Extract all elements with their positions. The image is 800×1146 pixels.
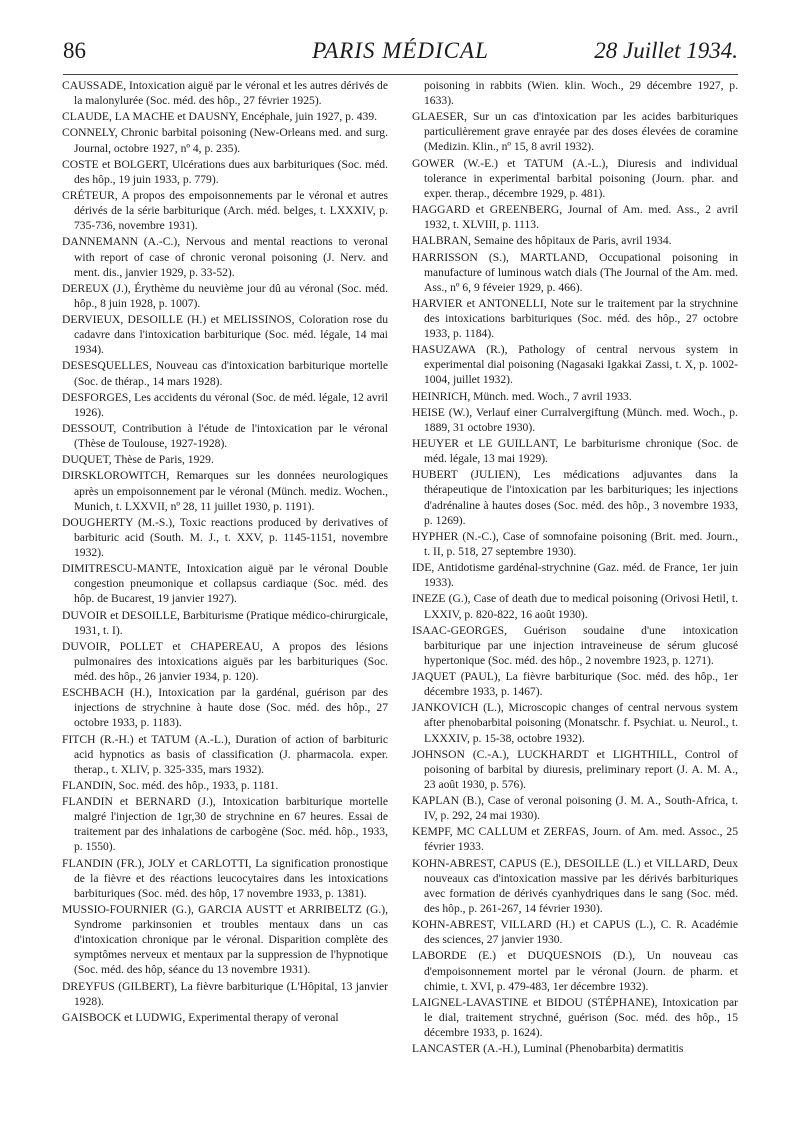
bibliography-entry: KAPLAN (B.), Case of veronal poisoning (J. M. A., South-Africa, t. IV, p. 292, 24 mai 1930). [412,794,738,823]
bibliography-entry: HUBERT (JULIEN), Les médications adjuvantes dans la thérapeutique de l'intoxication par les barbituriques; les injections d'adrénaline à hautes doses (Soc. méd. des hôp., 3 novembre 1933, p. 1269). [412,468,738,527]
bibliography-entry: DEREUX (J.), Érythème du neuvième jour dû au véronal (Soc. méd. hôp., 8 juin 1928, p. 1007). [62,281,388,310]
bibliography-entry: IDE, Antidotisme gardénal-strychnine (Gaz. méd. de France, 1er juin 1933). [412,561,738,590]
bibliography-entry: HEINRICH, Münch. med. Woch., 7 avril 1933. [412,389,632,403]
bibliography-columns [62,78,738,1136]
left-column [62,78,388,1136]
journal-title: PARIS MÉDICAL [312,38,489,63]
page-number: 86 [63,38,86,63]
bibliography-entry: MUSSIO-FOURNIER (G.), GARCIA AUSTT et ARRIBELTZ (G.), Syndrome parkinsonien et troubles mentaux dans un cas d'intoxication chronique par le véronal. Disparition complète des symptômes nerveux et mentaux par la suppression de l'hypnotique (Soc. méd. des hôp, séance du 13 novembre 1931). [62,903,388,977]
bibliography-entry: DUQUET, Thèse de Paris, 1929. [62,453,214,467]
bibliography-entry: JOHNSON (C.-A.), LUCKHARDT et LIGHTHILL, Control of poisoning of barbital by diuresis, preliminary report (J. A. M. A., 23 août 1930, p. 576). [412,747,738,791]
bibliography-entry: HYPHER (N.-C.), Case of somnofaine poisoning (Brit. med. Journ., t. II, p. 518, 27 septembre 1930). [412,529,738,558]
bibliography-entry: CAUSSADE, Intoxication aiguë par le véronal et les autres dérivés de la malonylurée (Soc. méd. des hôp., 27 février 1925). [62,79,388,108]
bibliography-entry: FLANDIN (FR.), JOLY et CARLOTTI, La signification pronostique de la fièvre et des réactions leucocytaires dans les intoxications barbituriques (Soc. méd. des hôp, 17 novembre 1933, p. 1381). [62,856,388,900]
bibliography-entry: ESCHBACH (H.), Intoxication par la gardénal, guérison par des injections de strychnine à haute dose (Soc. méd. des hôp., 27 octobre 1933, p. 1183). [62,686,388,730]
bibliography-entry: poisoning in rabbits (Wien. klin. Woch., 29 décembre 1927, p. 1633). [424,79,738,108]
bibliography-entry: LAIGNEL-LAVASTINE et BIDOU (STÉPHANE), Intoxication par le dial, traitement strychné, guérison (Soc. méd. des hôp., 15 décembre 1933, p. 1624). [412,995,738,1039]
bibliography-entry: LABORDE (E.) et DUQUESNOIS (D.), Un nouveau cas d'empoisonnement mortel par le véronal (Journ. de pharm. et chimie, t. XVI, p. 479-483, 1er décembre 1932). [412,949,738,993]
bibliography-entry: HARVIER et ANTONELLI, Note sur le traitement par la strychnine des intoxications barbituriques (Soc. méd. des hôp., 27 octobre 1933, p. 1184). [412,296,738,341]
bibliography-entry: CLAUDE, LA MACHE et DAUSNY, Encéphale, juin 1927, p. 439. [62,110,378,124]
bibliography-entry: KOHN-ABREST, VILLARD (H.) et CAPUS (L.), C. R. Académie des sciences, 27 janvier 1930. [412,918,738,947]
bibliography-entry: JANKOVICH (L.), Microscopic changes of central nervous system after phenobarbital poisoning (Monatschr. f. Psychiat. u. Neurol., t. LXXXIV, p. 15-38, octobre 1932). [412,701,738,745]
bibliography-entry: FLANDIN, Soc. méd. des hôp., 1933, p. 1181. [62,779,279,792]
bibliography-entry: KOHN-ABREST, CAPUS (E.), DESOILLE (L.) et VILLARD, Deux nouveaux cas d'intoxication massive par les dérivés barbituriques avec formation de dérivés cyanhydriques dans le sang (Soc. méd. des hôp., p. 261-267, 14 février 1930). [412,856,738,915]
issue-date: 28 Juillet 1934. [594,38,738,63]
bibliography-entry: DUVOIR, POLLET et CHAPEREAU, A propos des lésions pulmonaires des intoxications aiguës par les barbituriques (Soc. méd. des hôp., 26 janvier 1934, p. 120). [62,639,388,684]
bibliography-entry: DERVIEUX, DESOILLE (H.) et MELISSINOS, Coloration rose du cadavre dans l'intoxication barbiturique (Soc. méd. légale, 14 mai 1934). [62,313,388,357]
bibliography-entry: DESFORGES, Les accidents du véronal (Soc. de méd. légale, 12 avril 1926). [62,390,388,419]
bibliography-entry: DIRSKLOROWITCH, Remarques sur les données neurologiques après un empoisonnement par le véronal (Münch. mediz. Wochen., Munich, t. LXXVII, nº 28, 11 juillet 1930, p. 1191). [62,469,388,513]
bibliography-entry: LANCASTER (A.-H.), Luminal (Phenobarbita) dermatitis [412,1042,684,1056]
bibliography-entry: HASUZAWA (R.), Pathology of central nervous system in experimental dial poisoning (Nagasaki Igakkai Zassi, t. X, p. 1002-1004, juillet 1932). [412,343,738,387]
bibliography-entry: DOUGHERTY (M.-S.), Toxic reactions produced by derivatives of barbituric acid (South. M. J., t. XXV, p. 1145-1151, novembre 1932). [62,515,388,560]
bibliography-entry: DANNEMANN (A.-C.), Nervous and mental reactions to veronal with report of case of chronic veronal poisoning (J. Nerv. and ment. dis., janvier 1929, p. 33-52). [62,235,388,279]
bibliography-entry: GLAESER, Sur un cas d'intoxication par les acides barbituriques particulièrement grave enrayée par des doses élevées de coramine (Medizin. Klin., nº 15, 8 avril 1932). [412,110,738,154]
right-column [412,78,738,1136]
bibliography-entry: FITCH (R.-H.) et TATUM (A.-L.), Duration of action of barbituric acid hypnotics as basis of classification (J. pharmacola. exper. therap., t. XLIV, p. 325-335, mars 1932). [62,732,388,776]
bibliography-entry: DIMITRESCU-MANTE, Intoxication aiguë par le véronal Double congestion pneumonique et collapsus cardiaque (Soc. méd. des hôp. de Bucarest, 19 janvier 1927). [62,562,388,606]
bibliography-entry: COSTE et BOLGERT, Ulcérations dues aux barbituriques (Soc. méd. des hôp., 19 juin 1933, p. 779). [62,157,388,186]
bibliography-entry: DUVOIR et DESOILLE, Barbiturisme (Pratique médico-chirurgicale, 1931, t. I). [62,608,388,637]
bibliography-entry: ISAAC-GEORGES, Guérison soudaine d'une intoxication barbiturique par une injection intraveineuse de sérum glucosé hypertonique (Soc. méd. des hôp., 2 novembre 1923, p. 1271). [412,623,738,667]
bibliography-entry: JAQUET (PAUL), La fièvre barbiturique (Soc. méd. des hôp., 1er décembre 1933, p. 1467). [412,670,738,699]
bibliography-entry: INEZE (G.), Case of death due to medical poisoning (Orivosi Hetil, t. LXXIV, p. 820-822, 16 août 1930). [412,592,738,621]
bibliography-entry: DREYFUS (GILBERT), La fièvre barbiturique (L'Hôpital, 13 janvier 1928). [62,979,388,1008]
running-header [63,38,738,75]
bibliography-entry: HEISE (W.), Verlauf einer Curralvergiftung (Münch. med. Woch., p. 1889, 31 octobre 1930). [412,405,738,434]
bibliography-entry: FLANDIN et BERNARD (J.), Intoxication barbiturique mortelle malgré l'injection de 1gr,30 de strychnine en 67 heures. Essai de traitement par des inhalations de carbogène (Soc. méd. hôp., 1933, p. 1550). [62,795,388,854]
bibliography-entry: HEUYER et LE GUILLANT, Le barbiturisme chronique (Soc. de méd. légale, 13 mai 1929). [412,437,738,466]
bibliography-entry: HAGGARD et GREENBERG, Journal of Am. med. Ass., 2 avril 1932, t. XLVIII, p. 1113. [412,203,738,232]
bibliography-entry: GAISBOCK et LUDWIG, Experimental therapy of veronal [62,1010,339,1024]
bibliography-entry: KEMPF, MC CALLUM et ZERFAS, Journ. of Am. med. Assoc., 25 février 1933. [412,825,738,854]
bibliography-entry: CONNELY, Chronic barbital poisoning (New-Orleans med. and surg. Journal, octobre 1927, nº 4, p. 235). [62,126,388,155]
bibliography-entry: HARRISSON (S.), MARTLAND, Occupational poisoning in manufacture of luminous watch dials (The Journal of the Am. med. Ass., nº 6, 9 féveier 1929, p. 466). [412,250,738,294]
bibliography-entry: GOWER (W.-E.) et TATUM (A.-L.), Diuresis and individual tolerance in experimental barbital poisoning (Journ. phar. and exper. therap., décembre 1929, p. 481). [412,156,738,200]
bibliography-entry: DESSOUT, Contribution à l'étude de l'intoxication par le véronal (Thèse de Toulouse, 1927-1928). [62,422,388,451]
bibliography-entry: HALBRAN, Semaine des hôpitaux de Paris, avril 1934. [412,234,672,248]
bibliography-entry: DESESQUELLES, Nouveau cas d'intoxication barbiturique mortelle (Soc. de thérap., 14 mars 1928). [62,359,388,388]
bibliography-entry: CRÉTEUR, A propos des empoisonnements par le véronal et autres dérivés de la série barbiturique (Arch. méd. belges, t. LXXXIV, p. 735-736, novembre 1931). [62,189,388,233]
